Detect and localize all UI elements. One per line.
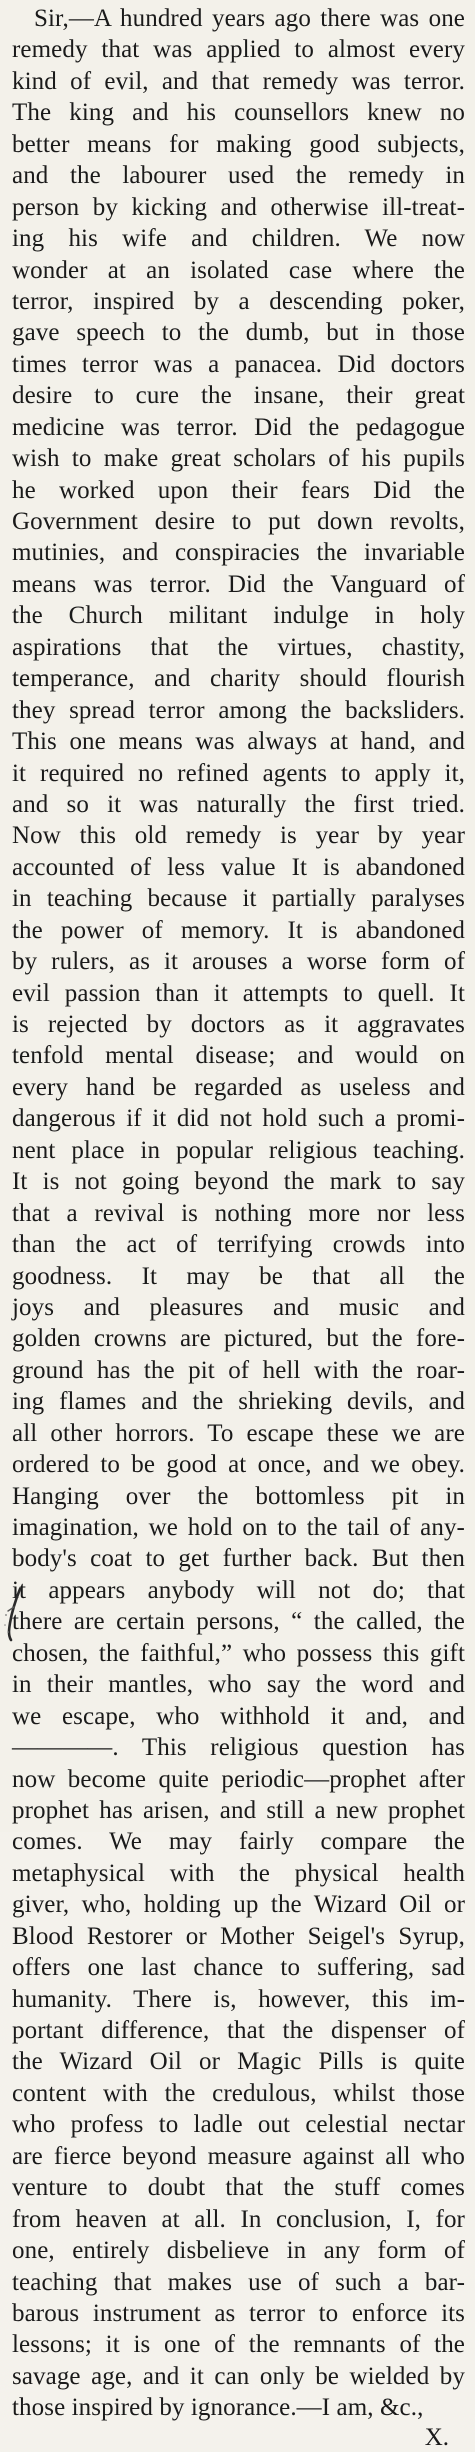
text-line: and so it was naturally the first tried. <box>12 790 465 818</box>
text-line: kind of evil, and that remedy was terror. <box>12 67 465 95</box>
text-line: wish to make great scholars of his pupils <box>12 445 465 473</box>
text-line: gave speech to the dumb, but in those <box>12 319 465 347</box>
text-line: Hanging over the bottomless pit in <box>12 1482 465 1510</box>
text-line: the power of memory. It is abandoned <box>12 916 465 944</box>
text-line: the Church militant indulge in holy <box>12 602 465 630</box>
text-line: mutinies, and conspiracies the invariable <box>12 539 465 567</box>
text-line: joys and pleasures and music and <box>12 1293 465 1321</box>
text-line: we escape, who withhold it and, and <box>12 1702 465 1730</box>
text-line: comes. We may fairly compare the <box>12 1828 465 1856</box>
text-line: they spread terror among the backsliders. <box>12 696 465 724</box>
text-line: This one means was always at hand, and <box>12 728 465 756</box>
text-line: nent place in popular religious teaching. <box>12 1136 465 1164</box>
text-line: body's coat to get further back. But then <box>12 1545 465 1573</box>
text-line: goodness. It may be that all the <box>12 1262 465 1290</box>
text-line: metaphysical with the physical health <box>12 1859 465 1887</box>
text-line: better means for making good subjects, <box>12 130 465 158</box>
text-line: wonder at an isolated case where the <box>12 256 465 284</box>
text-line: accounted of less value It is abandoned <box>12 853 465 881</box>
text-line: medicine was terror. Did the pedagogue <box>12 413 465 441</box>
text-line: The king and his counsellors knew no <box>12 99 465 127</box>
text-line: terror, inspired by a descending poker, <box>12 287 465 315</box>
text-line: every hand be regarded as useless and <box>12 1073 465 1101</box>
text-line: temperance, and charity should flourish <box>12 665 465 693</box>
text-line: Government desire to put down revolts, <box>12 508 465 535</box>
text-line: from heaven at all. In conclusion, I, for <box>12 2205 465 2233</box>
text-line: ing flames and the shrieking devils, and <box>12 1388 465 1416</box>
text-line: portant difference, that the dispenser of <box>12 2017 465 2044</box>
text-line: are fierce beyond measure against all who <box>12 2142 465 2170</box>
text-line: humanity. There is, however, this im- <box>12 1985 465 2013</box>
text-line: offers one last chance to suffering, sad <box>12 1954 465 1982</box>
text-line: there are certain persons, “ the called, the <box>12 1608 465 1636</box>
text-line: giver, who, holding up the Wizard Oil or <box>12 1891 465 1919</box>
text-line: who profess to ladle out celestial nectar <box>12 2111 465 2139</box>
text-line: ing his wife and children. We now <box>12 225 465 253</box>
text-line: teaching that makes use of such a bar- <box>12 2268 465 2296</box>
text-line: Now this old remedy is year by year <box>12 822 465 850</box>
text-line: barous instrument as terror to enforce its <box>12 2299 465 2327</box>
signature: X. <box>424 2423 449 2451</box>
text-line: golden crowns are pictured, but the fore- <box>12 1325 465 1353</box>
text-line: content with the credulous, whilst those <box>12 2079 465 2107</box>
text-line: than the act of terrifying crowds into <box>12 1231 465 1259</box>
text-line: all other horrors. To escape these we are <box>12 1419 465 1447</box>
text-line: in their mantles, who say the word and <box>12 1671 465 1699</box>
text-line: that a revival is nothing more nor less <box>12 1199 465 1227</box>
text-line: is rejected by doctors as it aggravates <box>12 1011 465 1038</box>
text-line: venture to doubt that the stuff comes <box>12 2174 465 2202</box>
text-line: evil passion than it attempts to quell. It <box>12 979 465 1007</box>
text-line: It is not going beyond the mark to say <box>12 1168 465 1196</box>
text-line: those inspired by ignorance.—I am, &c., <box>12 2394 424 2422</box>
text-line: means was terror. Did the Vanguard of <box>12 570 465 598</box>
text-line: Sir,—A hundred years ago there was one <box>34 5 465 32</box>
text-line: desire to cure the insane, their great <box>12 382 465 410</box>
text-line: chosen, the faithful,” who possess this gift <box>12 1639 465 1667</box>
text-line: ground has the pit of hell with the roar- <box>12 1356 465 1384</box>
text-line: imagination, we hold on to the tail of any- <box>12 1514 465 1541</box>
text-line: ordered to be good at once, and we obey. <box>12 1451 465 1479</box>
text-line: lessons; it is one of the remnants of the <box>12 2331 465 2359</box>
text-line: one, entirely disbelieve in any form of <box>12 2237 465 2265</box>
text-line: dangerous if it did not hold such a promi- <box>12 1105 465 1133</box>
text-line: tenfold mental disease; and would on <box>12 1042 465 1070</box>
text-line: ————. This religious question has <box>12 1734 465 1762</box>
text-line: and the labourer used the remedy in <box>12 162 465 190</box>
text-line: prophet has arisen, and still a new prophet <box>12 1796 465 1824</box>
margin-pencil-mark <box>2 1585 30 1645</box>
text-line: it required no refined agents to apply it, <box>12 759 465 787</box>
text-line: person by kicking and otherwise ill-treat- <box>12 193 465 221</box>
text-line: by rulers, as it arouses a worse form of <box>12 948 465 976</box>
text-line: savage age, and it can only be wielded by <box>12 2362 465 2390</box>
text-line: remedy that was applied to almost every <box>12 36 465 64</box>
text-line: Blood Restorer or Mother Seigel's Syrup, <box>12 1922 465 1950</box>
text-line: aspirations that the virtues, chastity, <box>12 633 465 661</box>
letter-body <box>12 3 465 2452</box>
text-line: now become quite periodic—prophet after <box>12 1765 465 1793</box>
text-line: in teaching because it partially paralyses <box>12 885 465 913</box>
text-line: he worked upon their fears Did the <box>12 476 465 504</box>
text-line: the Wizard Oil or Magic Pills is quite <box>12 2048 465 2076</box>
text-line: it appears anybody will not do; that <box>12 1576 465 1604</box>
text-line: times terror was a panacea. Did doctors <box>12 350 465 378</box>
